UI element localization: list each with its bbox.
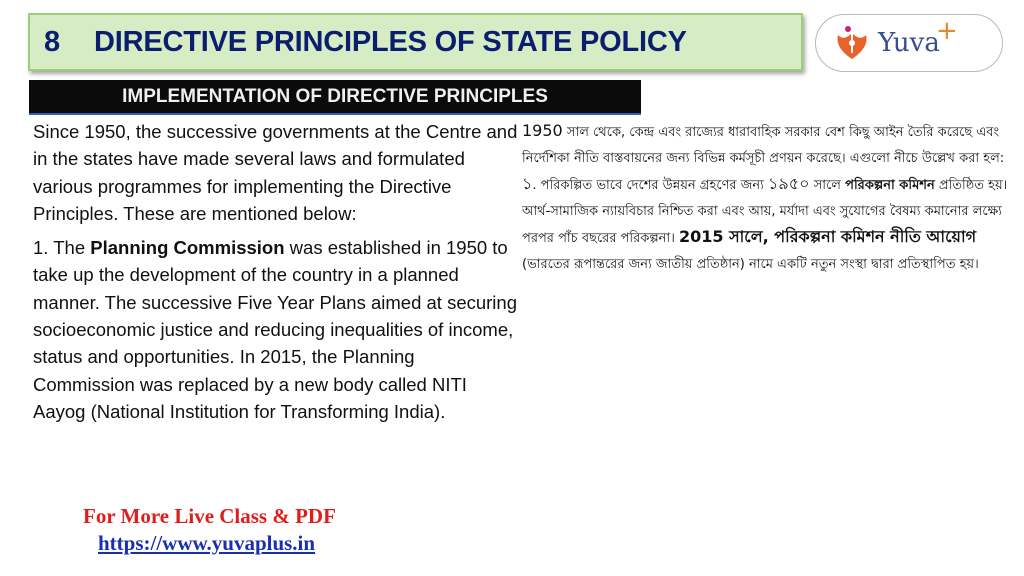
english-point-1: 1. The Planning Commission was established in 1950 to take up the development of the country in a planned manner. The successive Five Year Plans aimed at securing socioeconomic justice and reducing inequalities of income, status and opportunities. In 2015, the Planning Commission was replaced by a new body called NITI Aayog (National Institution for Transforming India). — [33, 237, 517, 422]
promo-text: For More Live Class & PDF — [83, 504, 336, 528]
section-number: 8 — [44, 25, 61, 58]
section-subheading: IMPLEMENTATION OF DIRECTIVE PRINCIPLES — [29, 80, 641, 115]
bengali-text-column — [522, 118, 1018, 278]
bengali-intro-paragraph: 1950 সাল থেকে, কেন্দ্র এবং রাজ্যের ধারাবাহিক সরকার বেশ কিছু আইন তৈরি করেছে এবং নির্দেশিকা নীতি বাস্তবায়নের জন্য বিভিন্ন কর্মসূচী প্রণয়ন করেছে। এগুলো নীচে উল্লেখ করা হল: — [522, 121, 1005, 166]
planning-commission-term: Planning Commission — [90, 237, 285, 259]
logo-plus-mark: + — [936, 16, 958, 46]
bengali-point-1: ১. পরিকল্পিত ভাবে দেশের উন্নয়ন গ্রহণের জন্য ১৯৫০ সালে পরিকল্পনা কমিশন প্রতিষ্ঠিত হয়। আর্থ-সামাজিক ন্যায়বিচার নিশ্চিত করা এবং আয়, মর্যাদা এবং সুযোগের বৈষম্য কমানোর লক্ষ্যে পরপর পাঁচ বছরের পরিকল্পনা। 2015 সালে, পরিকল্পনা কমিশন নীতি আয়োগ (ভারতের রূপান্তরের জন্য জাতীয় প্রতিষ্ঠান) নামে একটি নতুন সংস্থা দ্বারা প্রতিস্থাপিত হয়। — [522, 174, 1008, 272]
slide-title: DIRECTIVE PRINCIPLES OF STATE POLICY — [94, 25, 687, 58]
english-text-column — [33, 118, 520, 425]
english-intro-paragraph: Since 1950, the successive governments at the Centre and in the states have made several laws and formulated various programmes for implementing the Directive Principles. These are mentioned below: — [33, 121, 518, 224]
yuva-plus-logo — [815, 14, 1003, 72]
slide-title-banner — [28, 13, 803, 71]
website-link[interactable]: https://www.yuvaplus.in — [98, 531, 316, 555]
logo-wordmark: Yuva + — [878, 16, 958, 58]
pen-nib-icon — [832, 23, 872, 63]
